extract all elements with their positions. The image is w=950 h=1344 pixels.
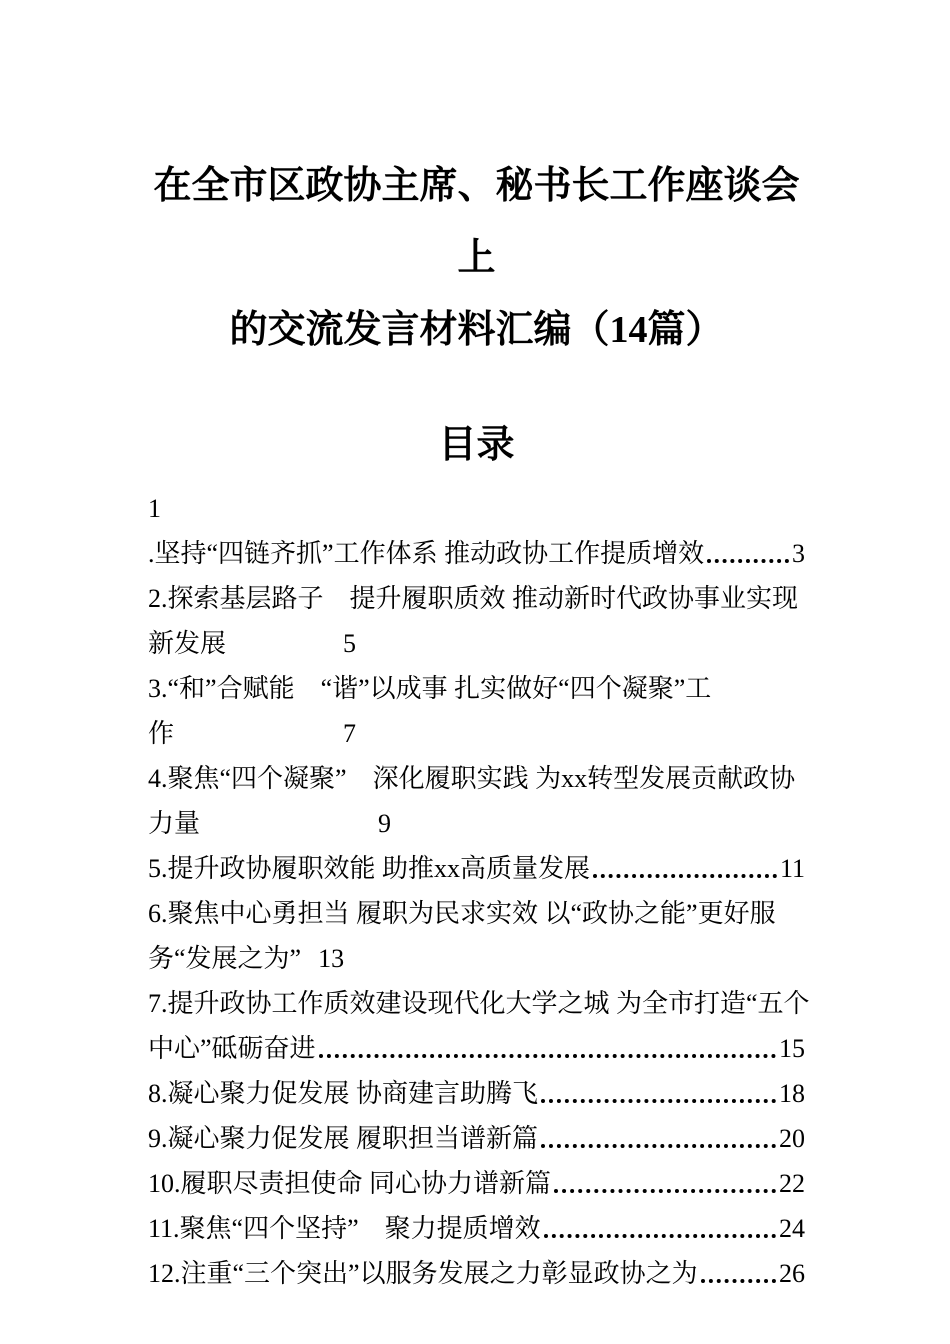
toc-entry-text: 新发展	[148, 629, 227, 658]
toc-entry-text: 8.凝心聚力促发展 协商建言助腾飞	[148, 1079, 539, 1108]
toc-heading: 目录	[438, 424, 515, 466]
toc-page-number: 20	[779, 1124, 805, 1153]
toc-entry-2-continuation[interactable]	[148, 621, 805, 666]
toc-page-number: 15	[779, 1034, 805, 1063]
toc-entry-6[interactable]	[148, 891, 805, 936]
toc-entry-7[interactable]	[148, 981, 810, 1026]
toc-entry-4[interactable]	[148, 756, 805, 801]
toc-entry-text: 2.探索基层路子 提升履职质效 推动新时代政协事业实现	[148, 584, 799, 613]
toc-entry-1-number-line[interactable]	[148, 486, 805, 531]
toc-entry-text: 4.聚焦“四个凝聚” 深化履职实践 为xx转型发展贡献政协	[148, 764, 796, 793]
toc-page-number: 11	[779, 854, 805, 883]
toc-page-number: 3	[792, 539, 805, 568]
toc-entry-9[interactable]	[148, 1116, 805, 1161]
toc-page-number: 7	[343, 719, 357, 748]
toc-entry-3-continuation[interactable]	[148, 711, 805, 756]
table-of-contents	[148, 486, 810, 1296]
toc-page-number: 9	[378, 809, 392, 838]
dot-leader	[544, 1234, 776, 1238]
toc-entry-text: 作	[148, 719, 175, 748]
dot-leader	[593, 874, 777, 878]
toc-entry-7-continuation[interactable]	[148, 1026, 805, 1071]
toc-entry-text: 10.履职尽责担使命 同心协力谱新篇	[148, 1169, 552, 1198]
dot-leader	[541, 1099, 776, 1103]
toc-page-number: 5	[343, 629, 357, 658]
toc-entry-11[interactable]	[148, 1206, 805, 1251]
toc-entry-text: 中心”砥砺奋进	[148, 1034, 316, 1063]
toc-entry-text: 6.聚焦中心勇担当 履职为民求实效 以“政协之能”更好服	[148, 899, 776, 928]
toc-entry-8[interactable]	[148, 1071, 805, 1116]
toc-entry-text: 1	[148, 494, 161, 523]
toc-entry-1[interactable]	[148, 531, 805, 576]
toc-page-number: 26	[779, 1259, 805, 1288]
toc-entry-text: 12.注重“三个突出”以服务发展之力彰显政协之为	[148, 1259, 698, 1288]
toc-entry-text: 5.提升政协履职效能 助推xx高质量发展	[148, 854, 591, 883]
toc-entry-12[interactable]	[148, 1251, 805, 1296]
document-title-line1: 在全市区政协主席、秘书长工作座谈会上	[153, 165, 800, 279]
toc-entry-text: 务“发展之为”	[148, 944, 302, 973]
dot-leader	[701, 1279, 776, 1283]
toc-entry-5[interactable]	[148, 846, 805, 891]
toc-entry-10[interactable]	[148, 1161, 805, 1206]
dot-leader	[707, 559, 789, 563]
toc-entry-text: 7.提升政协工作质效建设现代化大学之城 为全市打造“五个	[148, 989, 810, 1018]
document-title	[148, 150, 805, 366]
toc-entry-text: 3.“和”合赋能 “谐”以成事 扎实做好“四个凝聚”工	[148, 674, 712, 703]
toc-page-number: 18	[779, 1079, 805, 1108]
toc-entry-6-continuation[interactable]	[148, 936, 805, 981]
toc-page-number: 13	[318, 944, 345, 973]
dot-leader	[554, 1189, 776, 1193]
toc-entry-4-continuation[interactable]	[148, 801, 805, 846]
toc-entry-2[interactable]	[148, 576, 805, 621]
dot-leader	[319, 1054, 776, 1058]
toc-page-number: 24	[779, 1214, 805, 1243]
toc-page-number: 22	[779, 1169, 805, 1198]
toc-entry-3[interactable]	[148, 666, 805, 711]
dot-leader	[541, 1144, 776, 1148]
toc-entry-text: .坚持“四链齐抓”工作体系 推动政协工作提质增效	[148, 539, 705, 568]
toc-entry-text: 9.凝心聚力促发展 履职担当谱新篇	[148, 1124, 539, 1153]
document-title-line2: 的交流发言材料汇编（14篇）	[229, 309, 724, 351]
toc-entry-text: 11.聚焦“四个坚持” 聚力提质增效	[148, 1214, 541, 1243]
toc-entry-text: 力量	[148, 809, 201, 838]
